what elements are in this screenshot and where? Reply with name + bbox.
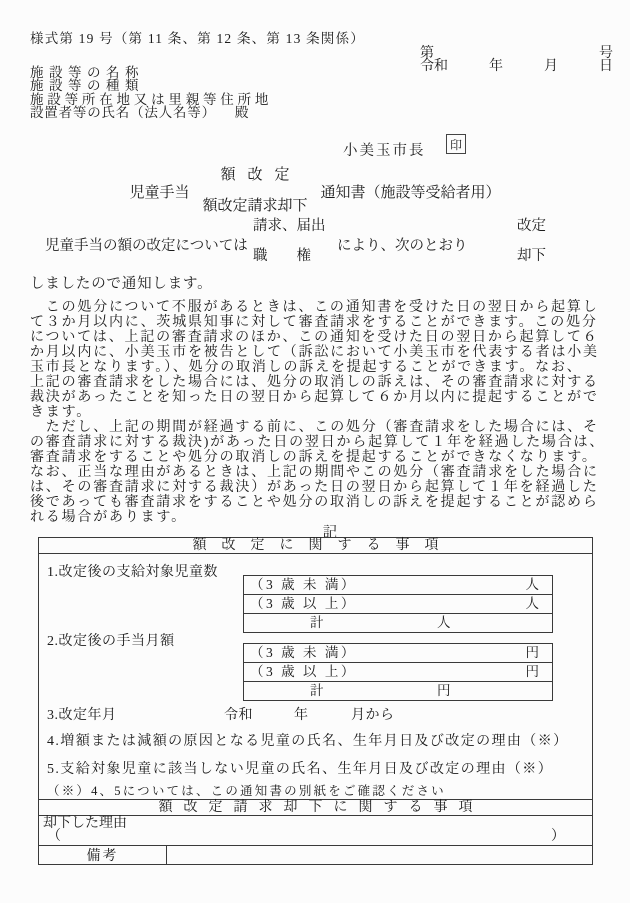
date-month-label: 月 — [544, 59, 558, 74]
amount-under3-label: （3 歳 未 満） — [250, 645, 357, 660]
body-line: ただし、上記の期間が経過する前に、この処分（審査請求をした場合には、そ — [30, 420, 599, 435]
sentence-option-basis — [253, 219, 326, 263]
body-line: 玉市長となります。）、処分の取消しの訴えを提起することができます。なお、 — [30, 360, 583, 375]
date-era: 令和 — [420, 59, 448, 74]
facility-address-label: 施設等所在地又は里親等住所地 — [30, 91, 273, 107]
rejection-table — [38, 799, 593, 865]
attachment-note: （※）4、5については、この通知書の別紙をご確認ください — [47, 784, 446, 798]
count-over3-unit: 人 — [525, 596, 539, 611]
body-line: の審査請求に対する裁決)があった日の翌日から起算して１年を経過した場合は、 — [30, 435, 606, 450]
body-line: 審査請求をすることや処分の取消しの訴えを提起することができなくなります。 — [30, 450, 598, 465]
body-line: れる場合があります。 — [30, 510, 187, 525]
title-option-stack — [202, 168, 307, 214]
appeal-instructions — [30, 300, 605, 525]
title-option-rejection: 額改定請求却下 — [202, 198, 308, 214]
body-line: 裁決があったことを知った日の翌日から起算して６か月以内に提起することがで — [30, 390, 599, 405]
rejection-reason-label: 却下した理由 — [43, 816, 127, 831]
founder-name-label: 設置者等の氏名（法人名等） — [30, 105, 216, 121]
date-day-label: 日 — [599, 59, 613, 74]
issuer-name: 小美玉市長 — [343, 143, 426, 159]
doc-number-suffix: 号 — [599, 46, 613, 61]
item2-label: 2.改定後の手当月額 — [47, 634, 175, 649]
amount-over3-label: （3 歳 以 上） — [250, 664, 357, 679]
ki-marker: 記 — [322, 525, 338, 541]
item5-label: 5.支給対象児童に該当しない児童の氏名、生年月日及び改定の理由（※） — [47, 762, 554, 777]
date-line — [420, 55, 613, 75]
item3-year-label: 年 — [294, 708, 309, 723]
title-suffix: 通知書（施設等受給者用） — [320, 184, 501, 201]
option-authority: 職 権 — [253, 248, 311, 264]
item3-month-from: 月から — [351, 708, 395, 723]
count-under3-unit: 人 — [525, 577, 539, 592]
form-number: 様式第 19 号（第 11 条、第 12 条、第 13 条関係） — [30, 31, 365, 46]
body-line: 後であっても審査請求をすることや処分の取消しの訴えを提起することが認めら — [30, 495, 599, 510]
amount-total-label: 計 — [310, 683, 324, 698]
remarks-label: 備考 — [39, 846, 167, 864]
title-prefix: 児童手当 — [129, 184, 190, 201]
reason-paren-close: ） — [551, 829, 565, 844]
founder-name-line — [30, 106, 272, 119]
amount-under3-row — [244, 644, 552, 663]
amount-under3-unit: 円 — [525, 645, 539, 660]
body-line: なお、正当な理由があるときは、上記の期間やこの処分（審査請求をした場合に — [30, 465, 599, 480]
sentence-tail: しましたので通知します。 — [30, 276, 213, 292]
body-line: か月以内に、小美玉市を被告として（訴訟において小美玉市を代表する者は小美 — [30, 345, 599, 360]
revision-table — [38, 537, 593, 800]
count-under3-label: （3 歳 未 満） — [250, 577, 357, 592]
option-revised: 改定 — [517, 218, 546, 234]
amount-over3-row — [244, 663, 552, 682]
date-year-label: 年 — [489, 59, 503, 74]
count-total-unit: 人 — [437, 615, 451, 630]
item3-era: 令和 — [224, 708, 253, 723]
count-under3-row — [244, 576, 552, 595]
count-over3-row — [244, 595, 552, 614]
monthly-amount-box — [243, 643, 553, 701]
count-total-row — [244, 614, 552, 632]
item4-label: 4.増額または減額の原因となる児童の氏名、生年月日及び改定の理由（※） — [47, 734, 569, 749]
count-total-label: 計 — [310, 615, 324, 630]
title-option-revision: 額改定 — [220, 167, 302, 183]
sentence-lead: 児童手当の額の改定については — [45, 238, 248, 254]
body-line: 上記の審査請求をした場合には、処分の取消しの訴えは、その審査請求に対する — [30, 375, 599, 390]
item3-label: 3.改定年月 — [47, 708, 117, 723]
item1-label: 1.改定後の支給対象児童数 — [47, 565, 218, 580]
body-line: については、上記の審査請求のほか、この通知を受けた日の翌日から起算して６ — [30, 330, 599, 345]
body-line: きます。 — [30, 405, 93, 420]
reason-paren-open: （ — [47, 829, 61, 844]
revision-table-header: 額改定に関する事項 — [39, 538, 592, 554]
amount-total-row — [244, 682, 552, 700]
rejection-table-header: 額改定請求却下に関する事項 — [39, 800, 592, 816]
sentence-option-result — [517, 219, 546, 263]
body-line: は、その審査請求に対する裁決）があった日の翌日から起算して１年を経過した — [30, 480, 599, 495]
amount-over3-unit: 円 — [525, 664, 539, 679]
count-over3-label: （3 歳 以 上） — [250, 596, 357, 611]
facility-name-label: 施設等の名称 — [30, 65, 144, 80]
child-count-box — [243, 575, 553, 633]
body-line: て３か月以内に、茨城県知事に対して審査請求をすることができます。この処分 — [30, 315, 598, 330]
rejection-reason-row — [39, 816, 592, 846]
document-title — [0, 168, 630, 214]
doc-number-prefix: 第 — [420, 46, 434, 61]
sentence-middle: により、次のとおり — [337, 238, 468, 254]
honorific: 殿 — [234, 105, 249, 121]
remarks-value-cell — [167, 846, 592, 864]
addressee-block — [30, 66, 272, 120]
seal-mark: 印 — [446, 134, 466, 154]
option-rejected: 却下 — [517, 248, 546, 264]
facility-type-label: 施設等の種類 — [30, 78, 144, 94]
option-request-report: 請求、届出 — [253, 218, 326, 234]
remarks-row — [39, 846, 592, 864]
body-line: この処分について不服があるときは、この通知書を受けた日の翌日から起算し — [30, 300, 599, 315]
amount-total-unit: 円 — [437, 683, 451, 698]
